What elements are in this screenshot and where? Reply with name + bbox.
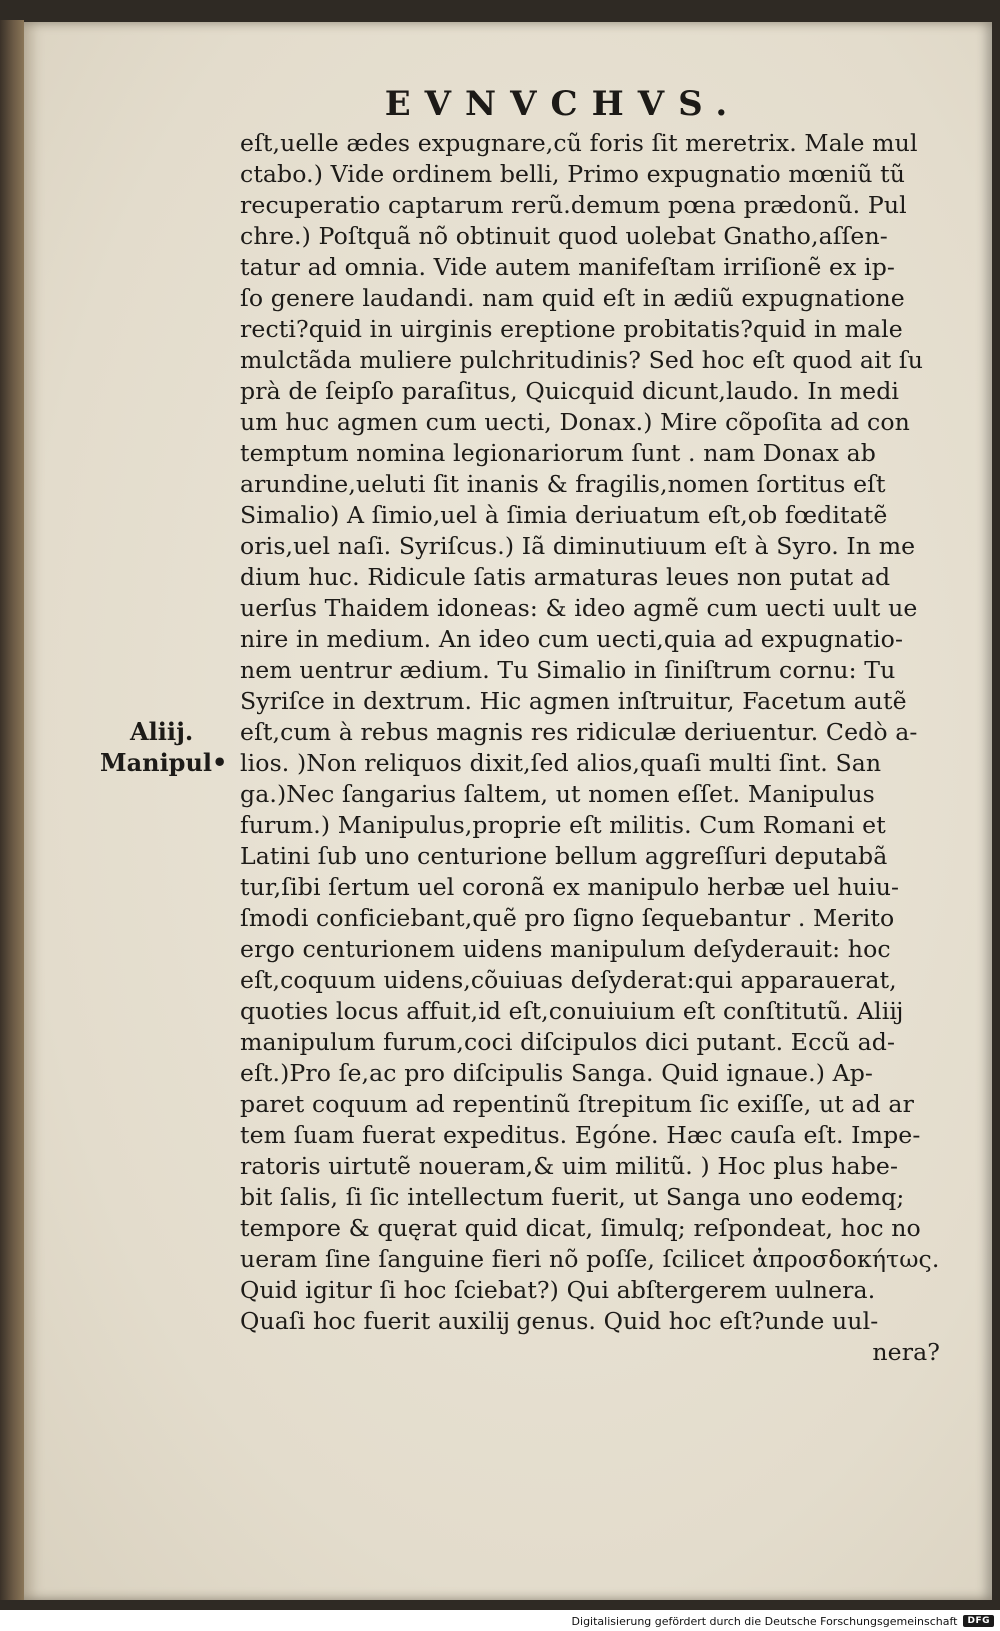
text-line: prà de ſeipſo paraſitus, Quicquid dicunt,laudo. In medi [240,377,900,405]
text-line: tatur ad omnia. Vide autem manifeſtam irriſionẽ ex ip- [240,253,895,281]
body-text [240,128,940,1368]
text-line: tem ſuam fuerat expeditus. Egóne. Hæc cauſa eſt. Impe- [240,1121,921,1149]
text-line: ſmodi conficiebant,quẽ pro ſigno ſequebantur . Merito [240,904,895,932]
book-page [24,22,992,1600]
text-line: Latini ſub uno centurione bellum aggreſſuri deputabã [240,842,888,870]
dfg-logo-icon: DFG [963,1615,994,1627]
text-line: ueram ſine ſanguine fieri nõ poſſe, ſcilicet ἀπροσδοκήτως. [240,1245,940,1273]
margin-note-manipulus: Manipul• [100,748,228,777]
text-line: recuperatio captarum rerũ.demum pœna prædonũ. Pul [240,191,907,219]
text-line: paret coquum ad repentinũ ſtrepitum ſic exiſſe, ut ad ar [240,1090,914,1118]
text-line: tempore & quęrat quid dicat, ſimulq; reſpondeat, hoc no [240,1214,921,1242]
text-line: um huc agmen cum uecti, Donax.) Mire cõpoſita ad con [240,408,910,436]
text-line: bit ſalis, ſi ſic intellectum fuerit, ut Sanga uno eodemq; [240,1183,905,1211]
margin-note-alii: Aliĳ. [130,717,194,746]
text-line: lios. )Non reliquos dixit,ſed alios,quaſi multi ſint. San [240,749,882,777]
text-line: quoties locus affuit,id eſt,conuiuium eſt conſtitutũ. Aliĳ [240,997,903,1025]
text-line: Quaſi hoc fuerit auxilĳ genus. Quid hoc eſt?unde uul- [240,1307,879,1335]
text-line: Syriſce in dextrum. Hic agmen inſtruitur, Facetum autẽ [240,687,907,715]
text-line: ga.)Nec ſangarius ſaltem, ut nomen eſſet. Manipulus [240,780,875,808]
text-line: temptum nomina legionariorum ſunt . nam Donax ab [240,439,876,467]
footer-credit [572,1612,994,1630]
running-head: EVNVCHVS. [384,84,742,124]
footer-credit-text: Digitalisierung gefördert durch die Deutsche Forschungsgemeinschaft [571,1614,958,1628]
text-line: manipulum furum,coci diſcipulos dici putant. Eccũ ad- [240,1028,896,1056]
text-line: tur,ſibi ſertum uel coronã ex manipulo herbæ uel huiu- [240,873,900,901]
text-line: mulctãda muliere pulchritudinis? Sed hoc eſt quod ait ſu [240,346,924,374]
text-line: dium huc. Ridicule ſatis armaturas leues non putat ad [240,563,891,591]
text-line-catchword: nera? [872,1338,940,1366]
text-line: Simalio) A ſimio,uel à ſimia deriuatum eſt,ob fœditatẽ [240,501,888,529]
text-line: nire in medium. An ideo cum uecti,quia ad expugnatio- [240,625,904,653]
text-line: recti?quid in uirginis ereptione probitatis?quid in male [240,315,903,343]
text-line: furum.) Manipulus,proprie eſt militis. Cum Romani et [240,811,886,839]
text-line: arundine,ueluti ſit inanis & fragilis,nomen ſortitus eſt [240,470,886,498]
text-line: nem uentrur ædium. Tu Simalio in ſiniſtrum cornu: Tu [240,656,896,684]
text-line: eſt,uelle ædes expugnare,cũ foris ſit meretrix. Male mul [240,129,918,157]
text-line: ctabo.) Vide ordinem belli, Primo expugnatio mœniũ tũ [240,160,906,188]
text-line: eſt,cum à rebus magnis res ridiculæ deriuentur. Cedò a- [240,718,918,746]
page-edge [0,20,24,1600]
text-line: oris,uel naſi. Syriſcus.) Iã diminutiuum eſt à Syro. In me [240,532,916,560]
text-line: ratoris uirtutẽ noueram,& uim militũ. ) Hoc plus habe- [240,1152,899,1180]
text-line: Quid igitur ſi hoc ſciebat?) Qui abſtergerem uulnera. [240,1276,876,1304]
text-line: uerſus Thaidem idoneas: & ideo agmẽ cum uecti uult ue [240,594,918,622]
text-line: eſt.)Pro ſe,ac pro diſcipulis Sanga. Quid ignaue.) Ap- [240,1059,874,1087]
text-line: eſt,coquum uidens,cõuiuas deſyderat:qui apparauerat, [240,966,897,994]
text-line: chre.) Poſtquã nõ obtinuit quod uolebat Gnatho,aſſen- [240,222,888,250]
text-line: ſo genere laudandi. nam quid eſt in ædiũ expugnatione [240,284,905,312]
text-line: ergo centurionem uidens manipulum deſyderauit: hoc [240,935,891,963]
